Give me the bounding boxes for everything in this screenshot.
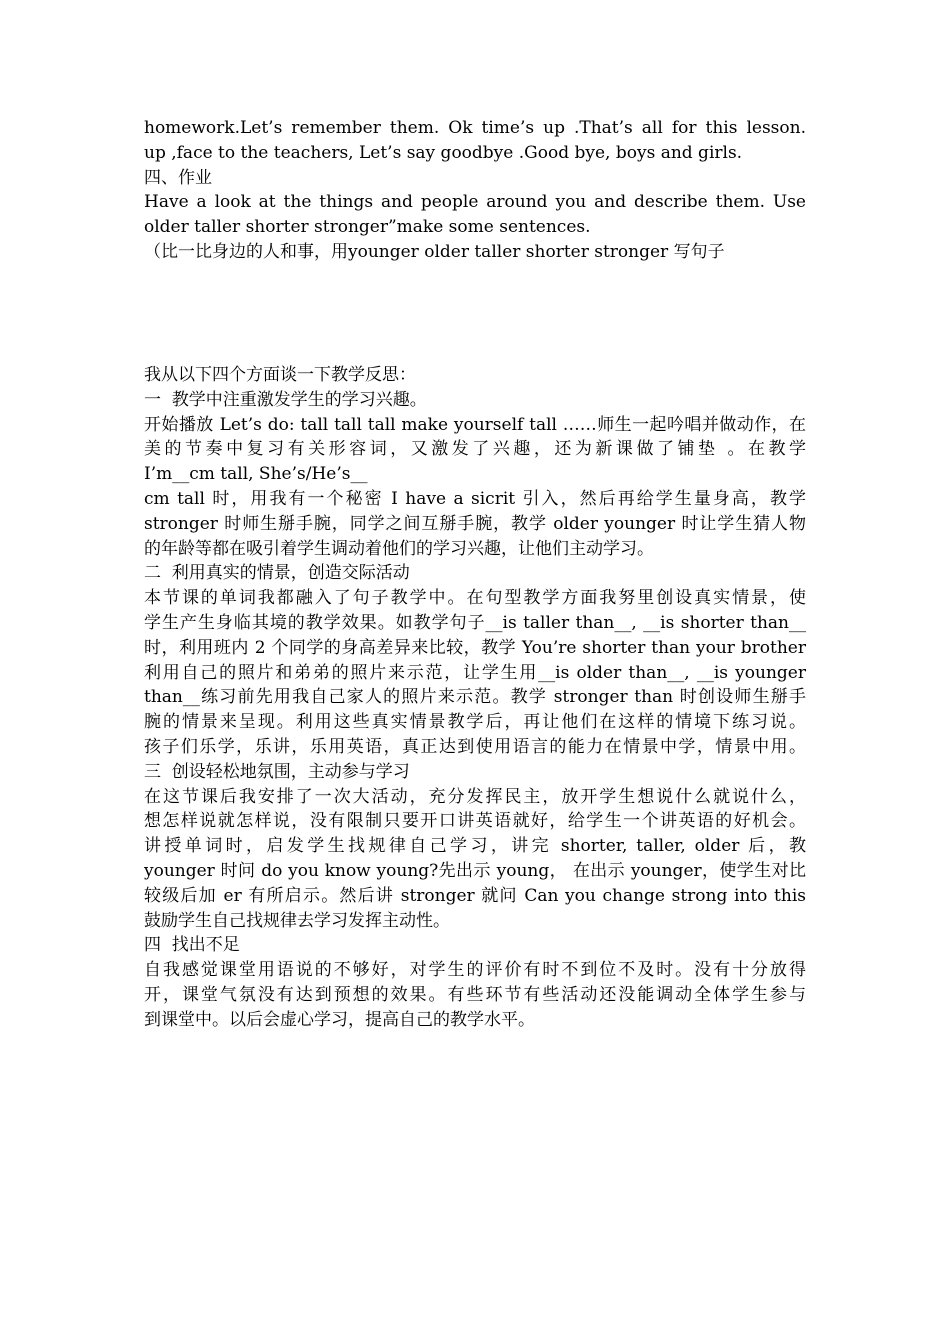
reflection-text-line: 四 找出不足 (144, 935, 240, 956)
reflection-text-line: cm tall 时，用我有一个秘密 I have a sicrit 引入，然后再给学生量身高，教学 (144, 488, 806, 509)
reflection-text-line: I’m__cm tall, She’s/He’s__ (144, 464, 368, 485)
reflection-text-line: than__练习前先用我自己家人的照片来示范。教学 stronger than 时创设师生掰手 (144, 687, 806, 708)
teaching-reflection-section (144, 363, 806, 1033)
homework-text-line: Have a look at the things and people around you and describe them. Use (144, 192, 806, 213)
reflection-text-line: 孩子们乐学，乐讲，乐用英语，真正达到使用语言的能力在情景中学，情景中用。 (144, 736, 806, 757)
reflection-text-line: 开，课堂气氛没有达到预想的效果。有些环节有些活动还没能调动全体学生参与 (144, 984, 806, 1005)
reflection-text-line: 的年龄等都在吸引着学生调动着他们的学习兴趣，让他们主动学习。 (144, 538, 654, 559)
reflection-text-line: 二 利用真实的情景，创造交际活动 (144, 563, 410, 584)
reflection-text-line: 学生产生身临其境的教学效果。如教学句子__is taller than__, __is shorter than__ (144, 612, 806, 633)
homework-text-line: older taller shorter stronger”make some sentences. (144, 217, 591, 238)
homework-text-line: 四、作业 (144, 167, 212, 188)
reflection-text-line: 到课堂中。以后会虚心学习，提高自己的教学水平。 (144, 1009, 535, 1030)
reflection-text-line: stronger 时师生掰手腕，同学之间互掰手腕，教学 older younger 时让学生猜人物 (144, 513, 806, 534)
reflection-text-line: 开始播放 Let’s do: tall tall tall make yourself tall ……师生一起吟唱并做动作，在 (144, 414, 806, 435)
reflection-text-line: 较级后加 er 有所启示。然后讲 stronger 就问 Can you change strong into this (144, 885, 806, 906)
reflection-text-line: 利用自己的照片和弟弟的照片来示范，让学生用__is older than__, __is younger (144, 662, 806, 683)
reflection-text-line: 一 教学中注重激发学生的学习兴趣。 (144, 389, 427, 410)
reflection-text-line: 自我感觉课堂用语说的不够好，对学生的评价有时不到位不及时。没有十分放得 (144, 960, 806, 981)
reflection-text-line: younger 时问 do you know young?先出示 young， 在出示 younger，使学生对比 (144, 860, 806, 881)
reflection-text-line: 腕的情景来呈现。利用这些真实情景教学后，再让他们在这样的情境下练习说。 (144, 712, 806, 733)
homework-text-line: （比一比身边的人和事，用younger older taller shorter stronger 写句子 (144, 241, 725, 262)
reflection-text-line: 美的节奏中复习有关形容词，又激发了兴趣，还为新课做了铺垫 。在教学 (144, 439, 806, 460)
reflection-text-line: 想怎样说就怎样说，没有限制只要开口讲英语就好，给学生一个讲英语的好机会。 (144, 811, 806, 832)
reflection-text-line: 我从以下四个方面谈一下教学反思： (144, 365, 416, 385)
reflection-text-line: 鼓励学生自己找规律去学习发挥主动性。 (144, 910, 450, 931)
homework-section (144, 116, 806, 265)
homework-text-line: up ,face to the teachers, Let’s say goodbye .Good bye, boys and girls. (144, 142, 743, 163)
reflection-text-line: 讲授单词时，启发学生找规律自己学习，讲完 shorter, taller, older 后，教 (144, 836, 806, 857)
reflection-text-line: 时，利用班内 2 个同学的身高差异来比较，教学 You’re shorter than your brother (144, 637, 806, 658)
reflection-text-line: 本节课的单词我都融入了句子教学中。在句型教学方面我努里创设真实情景，使 (144, 588, 806, 609)
reflection-text-line: 在这节课后我安排了一次大活动，充分发挥民主，放开学生想说什么就说什么， (144, 786, 806, 807)
reflection-text-line: 三 创设轻松地氛围，主动参与学习 (144, 761, 410, 782)
homework-text-line: homework.Let’s remember them. Ok time’s up .That’s all for this lesson. (144, 118, 806, 138)
